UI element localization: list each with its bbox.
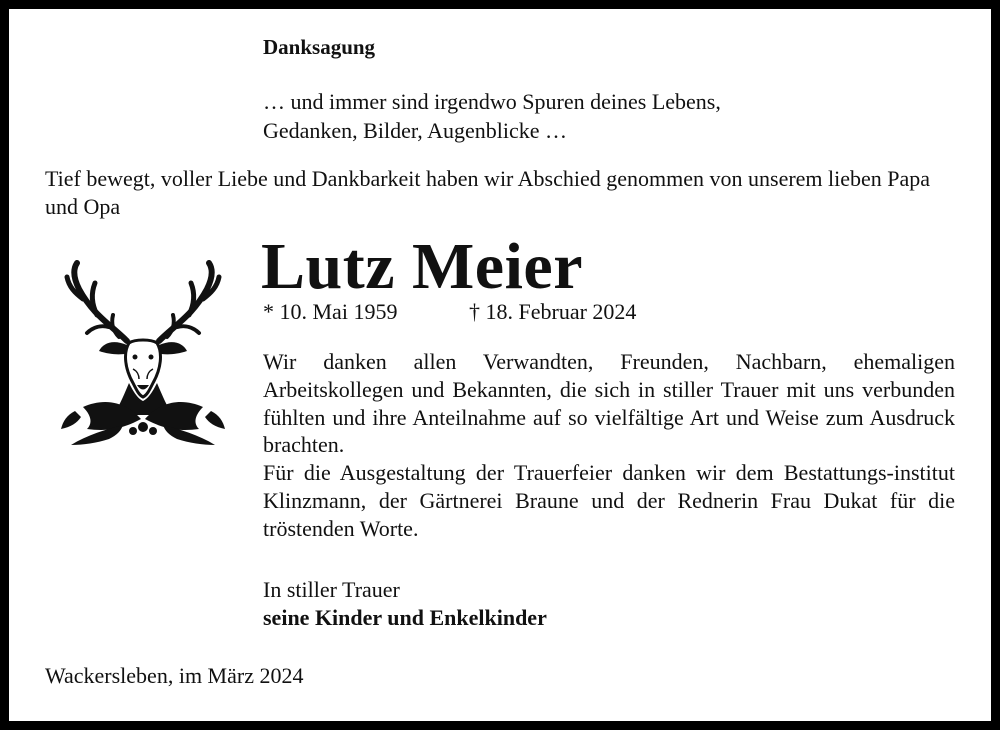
death-date: † 18. Februar 2024 [469, 299, 637, 324]
obituary-card [9, 9, 991, 721]
birth-date: * 10. Mai 1959 [263, 299, 398, 324]
signature-names: seine Kinder und Enkelkinder [263, 605, 547, 630]
thanks-text [263, 348, 955, 543]
thanks-paragraph: Wir danken allen Verwandten, Freunden, Nachbarn, ehemaligen Arbeitskollegen und Bekannten, die sich in stiller Trauer mit uns verbunden fühlten und ihre Anteilnahme auf so vielfältige Art und Weise zum Ausdruck brachten. [263, 349, 955, 458]
place-date: Wackersleben, im März 2024 [45, 663, 304, 688]
quote-line: Gedanken, Bilder, Augenblicke … [263, 118, 567, 143]
deceased-name: Lutz Meier [261, 230, 584, 303]
stag-with-oak-leaves-icon [53, 259, 233, 449]
quote-line: … und immer sind irgendwo Spuren deines Lebens, [263, 89, 721, 114]
thanks-paragraph: Für die Ausgestaltung der Trauerfeier danken wir dem Bestattungs-institut Klinzmann, der Gärtnerei Braune und der Rednerin Frau Dukat für die tröstenden Worte. [263, 460, 955, 541]
intro-text: Tief bewegt, voller Liebe und Dankbarkeit haben wir Abschied genommen von unserem lieben Papa und Opa [45, 166, 931, 219]
signature-intro: In stiller Trauer [263, 577, 400, 602]
quote [263, 87, 863, 145]
heading: Danksagung [263, 35, 376, 59]
